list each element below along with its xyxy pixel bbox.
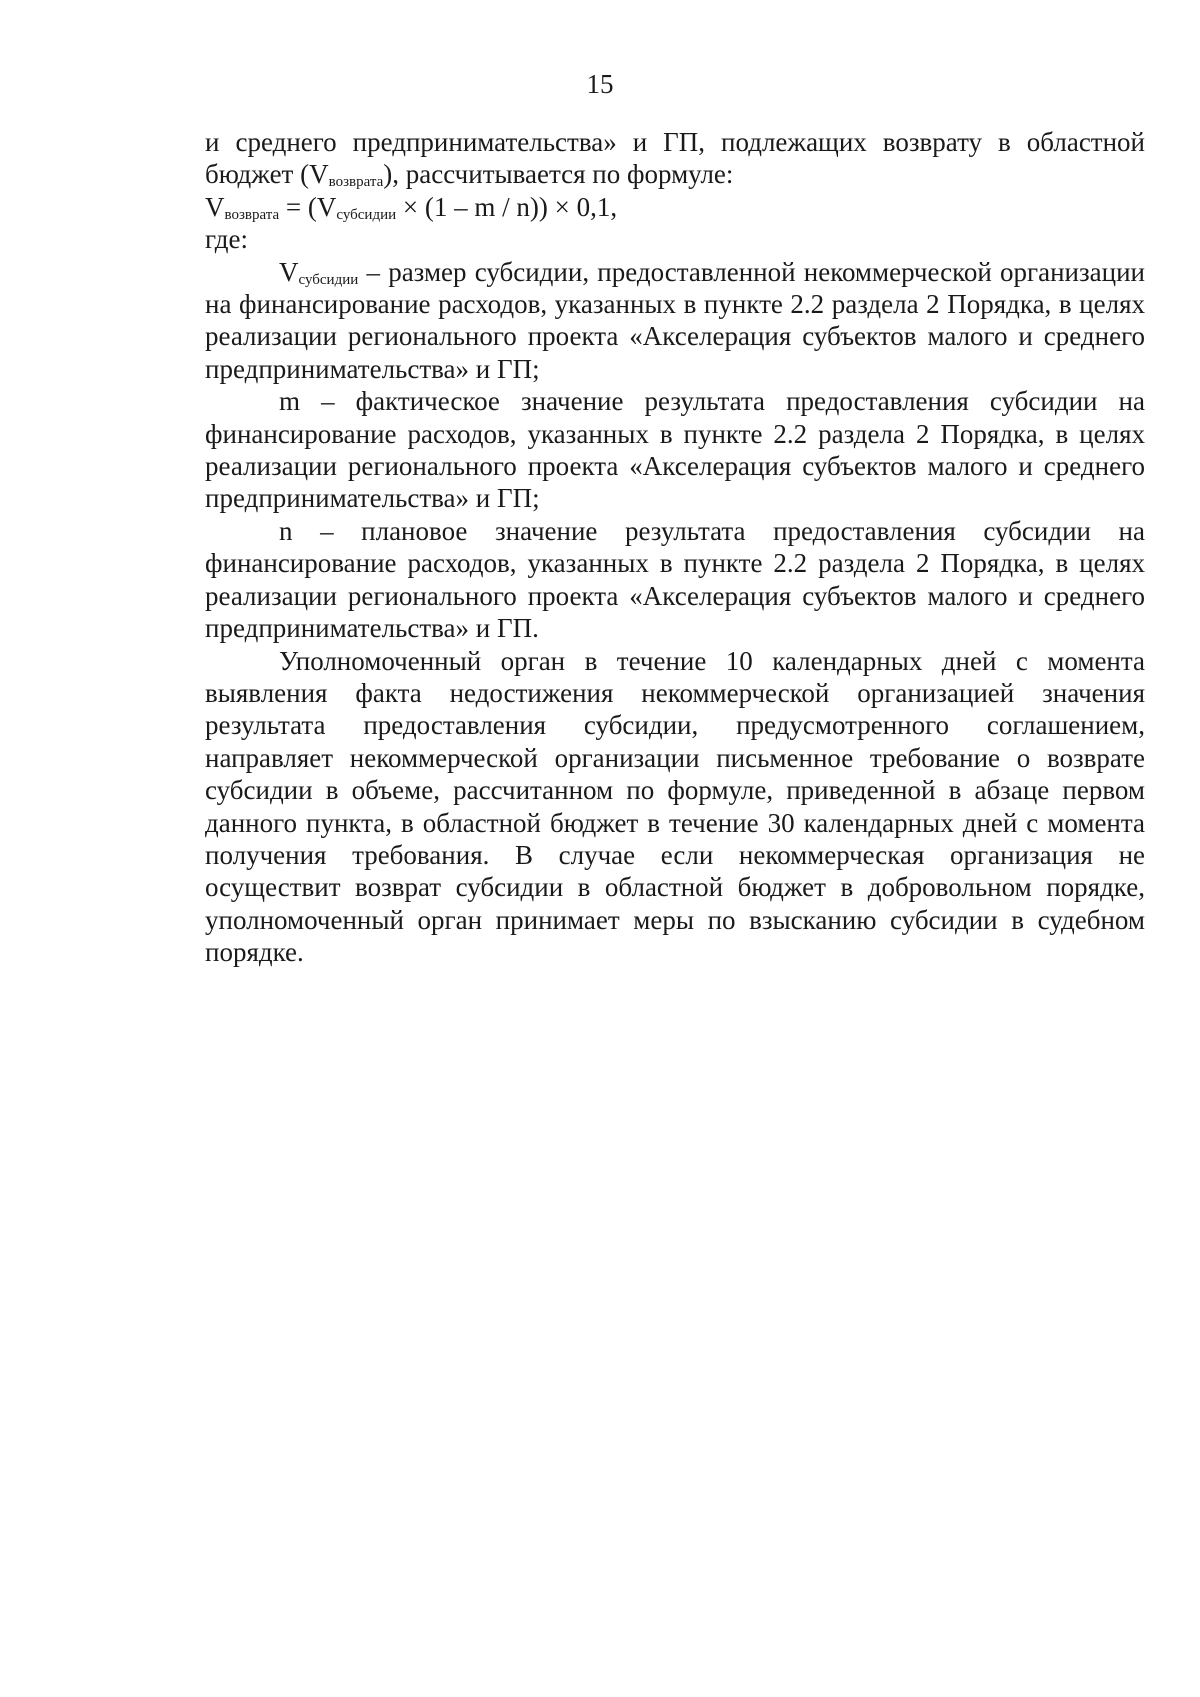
definition-n (205, 515, 1145, 645)
definition-text: – размер субсидии, предоставленной некоммерческой организации на финансирование расходов, указанных в пункте 2.2 раздела 2 Порядка, в целях реализации регионального проекта «Акселерация субъектов малого и среднего предпринимательства» и ГП; (205, 256, 1145, 384)
definition-m (205, 385, 1145, 515)
formula-lhs-subscript: возврата (224, 206, 280, 223)
formula-mid-subscript: субсидии (336, 206, 397, 223)
where-label: где: (205, 224, 248, 255)
definition-text: – фактическое значение результата предоставления субсидии на финансирование расходов, указанных в пункте 2.2 раздела 2 Порядка, в целях реализации регионального проекта «Акселерация субъектов малого и среднего предпринимательства» и ГП; (205, 386, 1145, 514)
intro-text-part2: ), рассчитывается по формуле: (383, 159, 734, 190)
formula-mid: = (V (279, 191, 337, 222)
closing-paragraph: Уполномоченный орган в течение 10 календарных дней с момента выявления факта недостижения некоммерческой организацией значения результата предоставления субсидии, предусмотренного соглашением, направляет некоммерческой организации письменное требование о возврате субсидии в объеме, рассчитанном по формуле, приведенной в абзаце первом данного пункта, в областной бюджет в течение 30 календарных дней с момента получения требования. В случае если некоммерческая организация не осуществит возврат субсидии в областной бюджет в добровольном порядке, уполномоченный орган принимает меры по взысканию субсидии в судебном порядке. (205, 645, 1145, 968)
document-body (205, 126, 1145, 969)
definition-v-subsidy (205, 256, 1145, 386)
formula-lhs: V (205, 191, 225, 222)
definition-symbol: n (279, 515, 293, 546)
intro-subscript: возврата (328, 174, 384, 191)
intro-text-part1: и среднего предпринимательства» и ГП, подлежащих возврату в областной бюджет (V (205, 127, 1145, 190)
formula-rhs: × (1 – m / n)) × 0,1, (396, 191, 618, 222)
definition-text: – плановое значение результата предоставления субсидии на финансирование расходов, указанных в пункте 2.2 раздела 2 Порядка, в целях реализации регионального проекта «Акселерация субъектов малого и среднего предпринимательства» и ГП. (205, 515, 1145, 644)
definition-symbol-subscript: субсидии (298, 271, 359, 288)
intro-paragraph (205, 126, 1145, 191)
formula (205, 191, 1145, 223)
page-number: 15 (586, 69, 614, 99)
definition-symbol: V (279, 256, 299, 287)
definition-symbol: m (279, 386, 301, 417)
